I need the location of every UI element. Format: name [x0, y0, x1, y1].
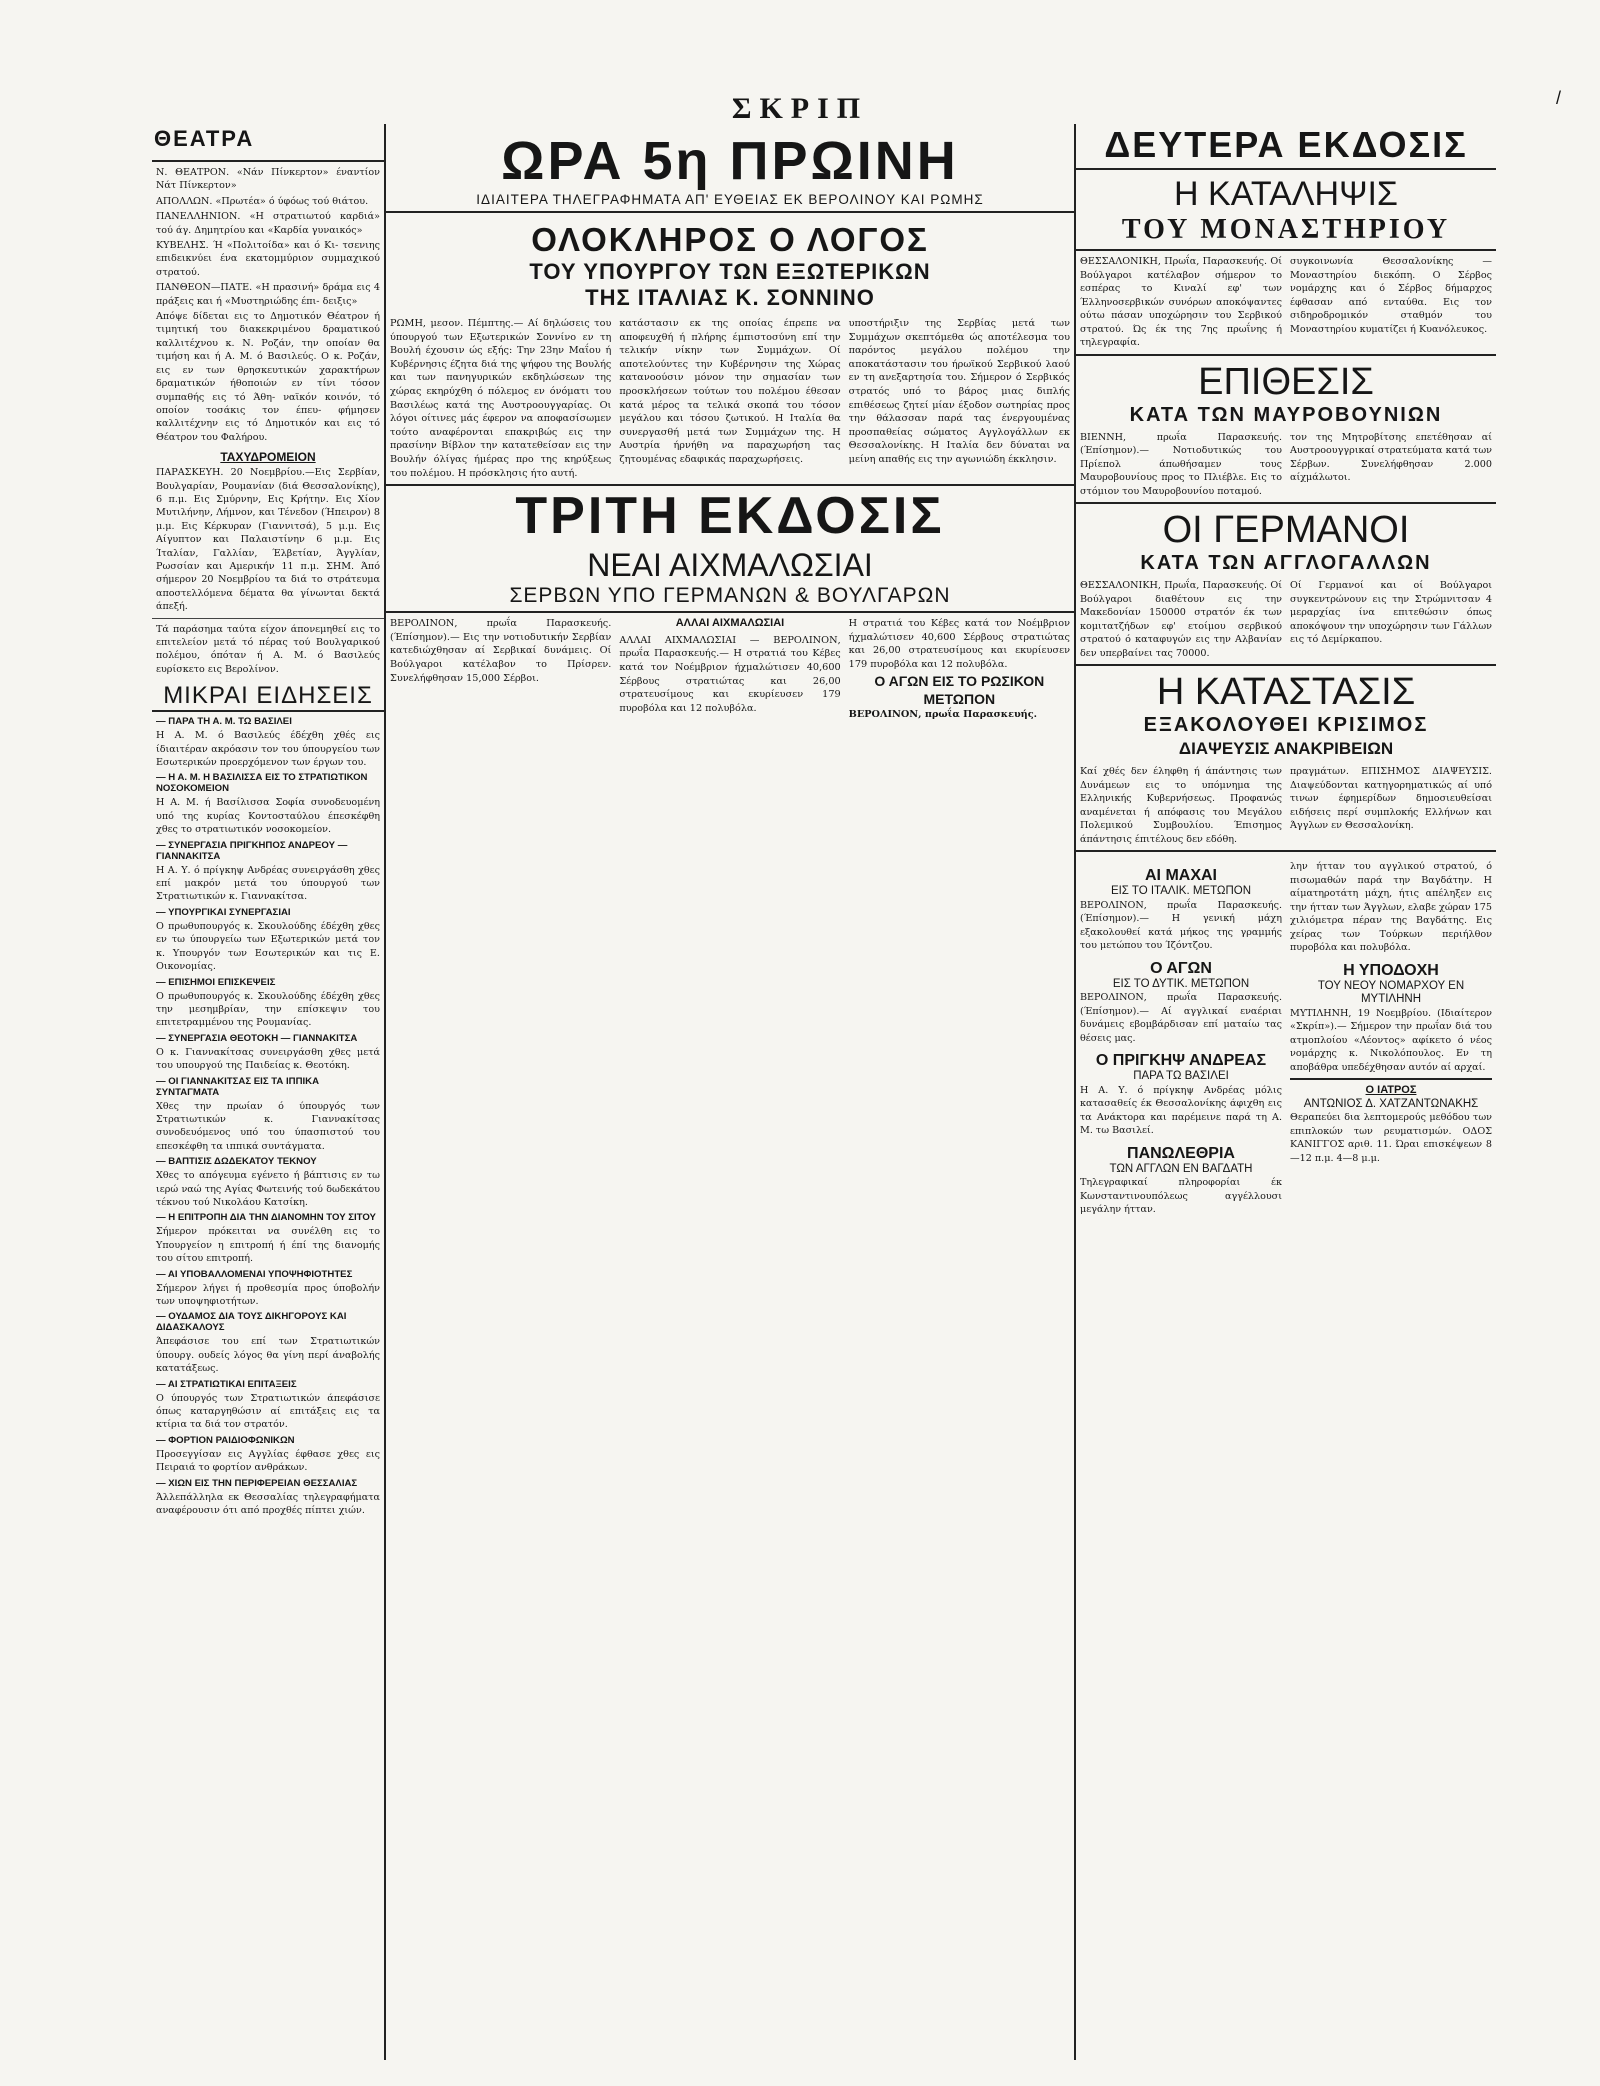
anglogallon-heading: ΚΑΤΑ ΤΩΝ ΑΓΓΛΟΓΑΛΛΩΝ: [1140, 552, 1432, 574]
article-column: ΒΕΡΟΛΙΝΟΝ, πρωΐα Παρασκευής. (Έπίσημον).— Εις την νοτιοδυτικήν Σερβίαν κατεδιώχθησαν αί Σερβικαί δυνάμεις. Οί Βούλγαροι κατέλαβον το Πρίσρεν. Συνελήφθησαν 15,000 Σέρβοι.: [390, 618, 612, 684]
katastasis-article: [1076, 761, 1496, 846]
news-item-text: Άλλεπάλληλα εκ Θεσσαλίας τηλεγραφήματα αναφέρουσιν ότι από προχθές πίπτει χιών.: [156, 1491, 380, 1517]
iatros-text: Θεραπεύει δια λεπτομερούς μεθόδου των επιπλοκών των ρευματισμών. ΟΔΟΣ ΚΑΝΙΓΓΟΣ αριθ. 11. Ώραι επισκέψεων 8—12 π.μ. 4—8 μ.μ.: [1290, 1112, 1492, 1164]
article-column: κατάστασιν εκ της οποίας έπρεπε να αποφευχθή ή πλήρης έμπιστοσύνη επί την τελικήν νίκην των Συμμάχων. Οί αποτελούντες την Κυβέρνησιν της Χώρας κατανοούσιν μόνον την σημασίαν των προσκλήσεων τούτων του πολέμου έθεσαν κατά μέρος τα τελικά σκοπά του τόσον μεγάλου και τόσου ζωτικού. Η Ιταλία θα συνεργασθή μετά των Συμμάχων της. Η Αυστρία ήρνήθη να παραχωρήση τας ζητουμένας εδαφικάς παραχωρήσεις.: [619, 318, 841, 465]
ypodoxi-subtitle: ΤΟΥ ΝΕΟΥ ΝΟΜΑΡΧΟΥ ΕΝ ΜΥΤΙΛΗΝΗ: [1317, 979, 1465, 1005]
article-column: ΘΕΣΣΑΛΟΝΙΚΗ, Πρωΐα, Παρασκευής. Οί Βούλγαροι κατέλαβον σήμερον το εσπέρας το Κιναλί εφ' των Έλληνοσερβικών συνόρων αποκόψαντες ούτω πάσαν υποχώρησιν του Σερβικού στρατού. Ώς έκ της 7ης πρωΐνης ή τηλεγραφία.: [1080, 256, 1282, 348]
news-item-text: Ο πρωθυπουργός κ. Σκουλούδης έδέχθη χθες την μεσημβρίαν, την επίσκεψιν του επιτετραμμένου της Ρουμανίας.: [156, 990, 380, 1029]
news-item-title: — ΣΥΝΕΡΓΑΣΙΑ ΘΕΟΤΟΚΗ — ΓΙΑΝΝΑΚΙΤΣΑ: [156, 1032, 358, 1044]
allai-text: ΑΛΛΑΙ ΑΙΧΜΑΛΩΣΙΑΙ — ΒΕΡΟΛΙΝΟΝ, πρωΐα Παρασκευής.— Η στρατιά του Κέβες κατά τον Νοέμβριον ήχμαλώτισεν 40,600 Σέρβους στρατιώτας και 26,00 στρατευσίμους και εκυρίευσεν 179 πυροβόλα και 12 πολυβόλα.: [619, 634, 841, 714]
agon-rosikon-heading: Ο ΑΓΩΝ ΕΙΣ ΤΟ ΡΩΣΙΚΟΝ ΜΕΤΩΠΟΝ: [874, 672, 1045, 707]
iatros-heading: Ο ΙΑΤΡΟΣ: [1365, 1084, 1417, 1096]
article-column: τον της Μητροβίτσης επετέθησαν αί Αυστροουγγρικαί στρατεύματα κατά των Σέρβων. Συνελήφθησαν 2.000 αίχμάλωτοι.: [1290, 431, 1492, 483]
news-item-title: — ΕΠΙΣΗΜΟΙ ΕΠΙΣΚΕΨΕΙΣ: [156, 976, 276, 988]
news-item-title: — ΠΑΡΑ ΤΗ Α. Μ. ΤΩ ΒΑΣΙΛΕΙ: [156, 716, 292, 728]
news-item-title: — Η ΕΠΙΤΡΟΠΗ ΔΙΑ ΤΗΝ ΔΙΑΝΟΜΗΝ ΤΟΥ ΣΙΤΟΥ: [156, 1212, 376, 1224]
theatre-listing: Απόψε δίδεται εις το Δημοτικόν Θέατρον ή τιμητική του διακεκριμένου δραματικού καλλιτέχνου κ. Ν. Ροζάν, την οποίαν θα τιμήση και ή Α. Μ. ό Βασιλεύς. Ο κ. Ροζάν, εις εν των θρησκευτικών χαρακτήρων δραματικών ήθοποιών εν τίνι τόσον συμπαθής εις τό Άθη- ναϊκόν κοινόν, τό οποίον τοσάκις τον έπευ- φήμησεν καλλιτέχνην εις τό Δημοτικόν και εις τό Θέατρον του Φαλήρου.: [156, 311, 380, 443]
ypodoxi-heading: Η ΥΠΟΔΟΧΗ: [1343, 961, 1439, 979]
edition-banner: ΩΡΑ 5η ΠΡΩΙΝΗ: [501, 131, 959, 191]
germanoi-article: [1076, 575, 1496, 660]
panolethria-heading: ΠΑΝΩΛΕΘΡΙΑ: [1127, 1144, 1235, 1162]
headline-main: ΟΛΟΚΛΗΡΟΣ Ο ΛΟΓΟΣ: [531, 221, 929, 258]
panolethria-subtitle: ΤΩΝ ΑΓΓΛΩΝ ΕΝ ΒΑΓΔΑΤΗ: [1109, 1162, 1253, 1175]
kevess-text: Η στρατιά του Κέβες κατά τον Νοέμβριον ήχμαλώτισεν 40,600 Σέρβους στρατιώτας και 26,00 στρατευσίμους και εκυρίευσεν 179 πυροβόλα και 12 πολυβόλα.: [848, 618, 1070, 670]
theatra-heading: ΘΕΑΤΡΑ: [154, 126, 255, 151]
lower-right-right: [1290, 860, 1492, 1217]
news-item-title: — ΒΑΠΤΙΣΙΣ ΔΩΔΕΚΑΤΟΥ ΤΕΚΝΟΥ: [156, 1156, 317, 1168]
triti-ekdosis-banner: ΤΡΙΤΗ ΕΚΔΟΣΙΣ: [386, 484, 1074, 546]
news-item-title: — ΑΙ ΥΠΟΒΑΛΛΟΜΕΝΑΙ ΥΠΟΨΗΦΙΟΤΗΤΕΣ: [156, 1268, 353, 1280]
news-item-title: — ΟΙ ΓΙΑΝΝΑΚΙΤΣΑΣ ΕΙΣ ΤΑ ΙΠΠΙΚΑ ΣΥΝΤΑΓΜΑΤΑ: [156, 1075, 320, 1098]
article-column: ΡΩΜΗ, μεσον. Πέμπτης.— Αί δηλώσεις του ύπουργού των Εξωτερικών Σοννίνο εν τη Βουλή έχουσιν ώς εξής: Την 23ην Μαΐου ή Κυβέρνησις έζητα διά της ψήφου της Βουλής και των πανηγυρικών εκδηλώσεων της χώρας εκηρύχθη ό πόλεμος εν όνόματι του Βασιλέως κατά της Αυστροουγγαρίας. Οι λόγοι οίτινες μάς έφερον να αποφασίσωμεν τούτο αναφέρονται επακριβώς εις την πρασίνην Βίβλον την κατατεθείσαν εις την Βουλήν όλίγας ήμέρας προ της κηρύξεως του πολέμου. Η πρόσκλησις ήτο αυτή.: [390, 318, 612, 479]
sonnino-article: [386, 311, 1074, 480]
news-item-text: Χθες το απόγευμα εγένετο ή βάπτισις εν τω ιερώ ναώ της Αγίας Φωτεινής τού δωδεκάτου τέκνου τού Νικολάου Κατσίκη.: [156, 1170, 380, 1208]
article-column: συγκοινωνία Θεσσαλονίκης — Μοναστηρίου διεκόπη. Ο Σέρβος νομάρχης και ό Σέρβος δήμαρχος έφθασαν από ενταύθα. Εις τον σιδηροδρομικόν σταθμόν του Μοναστηρίου κυματίζει ή Κυανόλευκος.: [1290, 256, 1492, 335]
theatre-listing: ΑΠΟΛΛΩΝ. «Πρωτέα» ό ύφόως τού θιάτου.: [156, 195, 369, 207]
triti-articles: [386, 613, 1074, 725]
center-column: [386, 124, 1076, 2060]
news-item-text: Η Α. Υ. ό πρίγκηψ Ανδρέας συνειργάσθη χθες επί μακρόν μετά του ύπουργού των Στρατιωτικών κ. Γιαννακίτσα.: [156, 864, 380, 903]
theatre-listing: Ν. ΘΕΑΤΡΟΝ. «Νάν Πίνκερτον» έναντίον Νάτ Πίνκερτον»: [156, 167, 380, 192]
monastiriou-heading: ΤΟΥ ΜΟΝΑΣΤΗΡΙΟΥ: [1076, 214, 1496, 251]
news-item-title: — ΣΥΝΕΡΓΑΣΙΑ ΠΡΙΓΚΗΠΟΣ ΑΝΔΡΕΟΥ — ΓΙΑΝΝΑΚΙΤΣΑ: [156, 839, 348, 862]
news-item-title: — ΦΟΡΤΙΟΝ ΡΑΙΔΙΟΦΩΝΙΚΩΝ: [156, 1434, 295, 1446]
headline-minister: ΤΟΥ ΥΠΟΥΡΓΟΥ ΤΩΝ ΕΞΩΤΕΡΙΚΩΝ: [529, 259, 931, 284]
taxydromeion-text: ΠΑΡΑΣΚΕΥΗ. 20 Νοεμβρίου.—Εις Σερβίαν, Βουλγαρίαν, Ρουμανίαν (διά Θεσσαλονίκης), 6 π.μ. Εις Σμύρνην, Εις Κρήτην. Εις Χίον Μυτιλήνην, Λήμνον, και Τένεδον (Ήπειρον) 8 μ.μ. Εις Κέρκυραν (Γιαννιτσά), 5 μ.μ. Εις Αίγυπτον και Παλαιστίνην 6 μ.μ. Εις Ίταλίαν, Γαλλίαν, Έλβετίαν, Άγγλίαν, Ρωσσίαν και Αμερικήν 11 π.μ. ΣΗΜ. Άπό σήμερον 20 Νοεμβρίου τα διά το στράτευμα αποστελλόμενα δέματα θα γίνωνται δεκτά άπεξή.: [156, 467, 380, 613]
edition-banner-subtitle: ΙΔΙΑΙΤΕΡΑ ΤΗΛΕΓΡΑΦΗΜΑΤΑ ΑΠ' ΕΥΘΕΙΑΣ ΕΚ ΒΕΡΟΛΙΝΟΥ ΚΑΙ ΡΩΜΗΣ: [386, 192, 1074, 213]
deutera-ekdosis-banner: ΔΕΥΤΕΡΑ ΕΚΔΟΣΙΣ: [1076, 124, 1496, 170]
article-column: πραγμάτων. ΕΠΙΣΗΜΟΣ ΔΙΑΨΕΥΣΙΣ. Διαψεύδονται κατηγορηματικώς αί υπό τινων έφημερίδων δημοσιευθείσαι ειδήσεις περί συμπλοκής Ελλήνων και Άγγλων εν Θεσσαλονίκη.: [1290, 766, 1492, 831]
right-column: [1076, 124, 1496, 2060]
news-item-text: Ο ύπουργός των Στρατιωτικών άπεφάσισε όπως καταργηθώσιν αί επιτάξεις εις τα κτίρια τα διά τον στρατόν.: [156, 1392, 380, 1431]
news-item-text: Ο κ. Γιαννακίτσας συνειργάσθη χθες μετά του υπουργού της Παιδείας κ. Θεοτόκη.: [156, 1046, 380, 1072]
agon-heading: Ο ΑΓΩΝ: [1150, 959, 1212, 977]
left-column: [152, 124, 386, 2060]
vagdati-text: λην ήτταν του αγγλικού στρατού, ό πισωμαθών παρά την Βαγδάτην. Η αίματηροτάτη μάχη, ήτις απέληξεν εις την ήτταν των Άγγλων, ελαβε χώραν 175 χιλιόμετρα πέραν της Βαγδάτης. Εις χείρας των Τούρκων περιήλθον πυροβόλα και πολυβόλα.: [1290, 861, 1492, 953]
corner-mark: /: [1556, 88, 1562, 108]
article-column: ΘΕΣΣΑΛΟΝΙΚΗ, Πρωΐα, Παρασκευής. Οί Βούλγαροι διαθέτουν εις την Μακεδονίαν 150000 στρατόν έκ των κομιτατζήδων εφ' ετοίμου σερβικού στρατού ό καταφυγών εις την Αλβανίαν δεν υπερβαίνει τας 70000.: [1080, 580, 1282, 659]
agon-subtitle: ΕΙΣ ΤΟ ΔΥΤΙΚ. ΜΕΤΩΠΟΝ: [1112, 977, 1250, 990]
mavrovounion-heading: ΚΑΤΑ ΤΩΝ ΜΑΥΡΟΒΟΥΝΙΩΝ: [1129, 403, 1443, 426]
prigkips-subtitle: ΠΑΡΑ ΤΩ ΒΑΣΙΛΕΙ: [1133, 1070, 1229, 1082]
mavrovounion-article: [1076, 427, 1496, 499]
theatre-listing: ΚΥΒΕΛΗΣ. Ή «Πολιτοίδα» και ό Κι- τσενιης επιδεικνύει ένα εκατομμύριον συμμαχικού στρατού.: [156, 240, 380, 278]
agon-dateline: ΒΕΡΟΛΙΝΟΝ, πρωΐα Παρασκευής.: [848, 708, 1037, 720]
nea-aichmalosiai-heading: ΝΕΑΙ ΑΙΧΜΑΛΩΣΙΑΙ: [587, 547, 873, 584]
agon-text: ΒΕΡΟΛΙΝΟΝ, πρωΐα Παρασκευής. (Έπίσημον).— Αί αγγλικαί εναέριαι δυνάμεις εβομβάρδισαν επί ματαίω τας θέσεις μας.: [1080, 992, 1282, 1044]
news-item-title: — ΟΥΔΑΜΟΣ ΔΙΑ ΤΟΥΣ ΔΙΚΗΓΟΡΟΥΣ ΚΑΙ ΔΙΔΑΣΚΑΛΟΥΣ: [156, 1311, 347, 1334]
prigkips-text: Η Α. Υ. ό πρίγκηψ Ανδρέας μόλις κατασαθείς έκ Θεσσαλονίκης άφιχθη εις τα Ανάκτορα και παρέμεινε παρά τη Α. Μ. τω Βασιλεί.: [1080, 1084, 1282, 1136]
decorations-note: Τά παράσημα ταύτα είχον άπονεμηθεί εις το επιτελείον μετά τό πέρας τού Βουλγαρικού πολέμου, όπόταν ή Α. Μ. ό Βασιλεύς ευρίσκετο εις Βερολίνον.: [156, 623, 380, 675]
news-item-title: — Η Α. Μ. Η ΒΑΣΙΛΙΣΣΑ ΕΙΣ ΤΟ ΣΤΡΑΤΙΩΤΙΚΟΝ ΝΟΣΟΚΟΜΕΙΟΝ: [156, 772, 368, 795]
lower-right-left: [1080, 860, 1282, 1217]
katastasis-heading: Η ΚΑΤΑΣΤΑΣΙΣ: [1156, 671, 1416, 713]
news-item-title: — ΥΠΟΥΡΓΙΚΑΙ ΣΥΝΕΡΓΑΣΙΑΙ: [156, 906, 291, 918]
germanoi-heading: ΟΙ ΓΕΡΜΑΝΟΙ: [1162, 509, 1410, 551]
theatre-listing: ΠΑΝΕΛΛΗΝΙΟΝ. «Η στρατιωτού καρδιά» τού άγ. Δημητρίου και «Καρδία γυναικός»: [156, 211, 380, 236]
news-item-text: Η Α. Μ. ή Βασίλισσα Σοφία συνοδευομένη υπό της κυρίας Κοντοσταύλου έπεσκέφθη χθες το στρατιωτικόν νοσοκομείον.: [156, 797, 380, 836]
news-item-text: Ο πρωθυπουργός κ. Σκουλούδης έδέχθη χθες εν τω ύπουργείω των Εξωτερικών μετά τον κ. Υπουργόν των Εσωτερικών και τις Ε. Οικονομίας.: [156, 920, 380, 973]
katalipsis-heading: Η ΚΑΤΑΛΗΨΙΣ: [1174, 175, 1398, 213]
machai-subtitle: ΕΙΣ ΤΟ ΙΤΑΛΙΚ. ΜΕΤΩΠΟΝ: [1110, 885, 1252, 897]
news-item-text: Σήμερον πρόκειται να συνέλθη εις το Υπουργείον η επιτροπή ή έπί της διανομής του σίτου επιτροπή.: [156, 1226, 380, 1265]
allai-column: [619, 617, 840, 721]
news-item-text: Άπεφάσισε του επί των Στρατιωτικών ύπουργ. ουδείς λόγος θα γίνη περί άναβολής κατατάξεως.: [156, 1336, 380, 1375]
article-column: Καί χθές δεν έληφθη ή άπάντησις των Δυνάμεων εις το υπόμνημα της Ελληνικής Κυβερνήσεως. Προφανώς αναμένεται ή απόφασις του Μεγάλου Πολεμικού Συμβουλίου. Έπισημος άπάντησις έπιτέλους δεν εδόθη.: [1080, 766, 1282, 845]
theatre-listing: ΠΑΝΘΕΟΝ—ΠΑΤΕ. «Η πρασινή» δράμα εις 4 πράξεις και ή «Μυστηριώδης έπι- δειξις»: [156, 282, 380, 307]
iatros-name: ΑΝΤΩΝΙΟΣ Δ. ΧΑΤΖΑΝΤΩΝΑΚΗΣ: [1303, 1097, 1479, 1110]
ypodoxi-text: ΜΥΤΙΛΗΝΗ, 19 Νοεμβρίου. (Ιδιαίτερον «Σκρίπ»).— Σήμερον την πρωΐαν διά του ατμοπλοίου «Λέοντος» αφίκετο ό νέος νομάρχης κ. Νικολόπουλος. Εν τη αποβάθρα υπεδέχθησαν αυτόν αί αρχαί.: [1290, 1007, 1492, 1073]
agon-column: [849, 617, 1070, 721]
prigkips-heading: Ο ΠΡΙΓΚΗΨ ΑΝΔΡΕΑΣ: [1095, 1052, 1267, 1069]
news-item-text: Σήμερον λήγει ή προθεσμία προς ύποβολήν των υποψηφιοτήτων.: [156, 1282, 380, 1307]
diapseysis-heading: ΔΙΑΨΕΥΣΙΣ ΑΝΑΚΡΙΒΕΙΩΝ: [1178, 739, 1394, 758]
panolethria-text: Τηλεγραφικαί πληροφορίαι έκ Κωνσταντινουπόλεως αγγέλλουσι μεγάλην ήτταν.: [1080, 1177, 1282, 1215]
news-item-text: Προσεγγίσαν εις Αγγλίας έφθασε χθες εις Πειραιά το φορτίον ανθράκων.: [156, 1448, 380, 1474]
lower-right-area: [1076, 856, 1496, 1217]
mikrai-eidiseis-heading: ΜΙΚΡΑΙ ΕΙΔΗΣΕΙΣ: [152, 682, 384, 712]
news-items: [152, 716, 384, 1517]
theatra-listings: [152, 166, 384, 444]
news-item-text: Χθες την πρωίαν ό ύπουργός των Στρατιωτικών κ. Γιαννακίτσας συνοδευόμενος υπό του ύπασπιστού του επεσκέφθη τα ιππικά συντάγματα.: [156, 1100, 380, 1152]
masthead-title: ΣΚΡΙΠ: [731, 92, 869, 125]
monastiri-article: [1076, 251, 1496, 350]
epitheseis-heading: ΕΠΙΘΕΣΙΣ: [1198, 360, 1374, 403]
krisimos-heading: ΕΞΑΚΟΛΟΥΘΕΙ ΚΡΙΣΙΜΟΣ: [1143, 714, 1429, 736]
headline-sonnino: ΤΗΣ ΙΤΑΛΙΑΣ Κ. ΣΟΝΝΙΝΟ: [585, 285, 875, 310]
machai-heading: ΑΙ ΜΑΧΑΙ: [1145, 867, 1217, 884]
allai-heading: ΑΛΛΑΙ ΑΙΧΜΑΛΩΣΙΑΙ: [675, 617, 785, 630]
aichmalosiai-subtitle: ΣΕΡΒΩΝ ΥΠΟ ΓΕΡΜΑΝΩΝ & ΒΟΥΛΓΑΡΩΝ: [386, 584, 1074, 613]
news-item-text: Η Α. Μ. ό Βασιλεύς έδέχθη χθές εις ίδιαιτέραν ακρόασιν τον του ύπουργείου των Εσωτερικών προερχόμενον των έργων του.: [156, 730, 380, 769]
taxydromeion-heading: ΤΑΧΥΔΡΟΜΕΙΟΝ: [220, 450, 316, 465]
machai-text: ΒΕΡΟΛΙΝΟΝ, πρωΐα Παρασκευής. (Έπίσημον).— Η γενική μάχη εξακολουθεί κατά μήκος της γραμμής του μετώπου του Ίζόντζου.: [1080, 899, 1282, 951]
news-item-title: — ΧΙΩΝ ΕΙΣ ΤΗΝ ΠΕΡΙΦΕΡΕΙΑΝ ΘΕΣΣΑΛΙΑΣ: [156, 1477, 358, 1489]
article-column: ΒΙΕΝΝΗ, πρωΐα Παρασκευής. (Έπίσημον).— Νοτιοδυτικώς του Πρίεπολ άπωθήσαμεν τους Μαυροβουνίους προς το Πλιέβλε. Εις το στόμιον του Μαυροβουνίου ποταμού.: [1080, 431, 1282, 497]
article-column: υποστήριξιν της Σερβίας μετά των Συμμάχων σκεπτόμεθα ώς αποτέλεσμα του παρόντος μεγάλου πολέμου την αποκατάστασιν του ήρωϊκού Σερβικού λαού εν τη ανεξαρτησία του. Σήμερον ό Σερβικός στρατός υπό το βάρος μιας διπλής επιθέσεως ζητεί μίαν έξοδον σωτηρίας προς την θάλασσαν παρά τας ένεργουμένας προσπαθείας σώματος Αγγλογάλλων εκ Θεσσαλονίκης. Η Ιταλία δεν δύναται να μείνη απαθής εις την αγωνιώδη έκκλησιν.: [848, 318, 1070, 465]
article-column: Οί Γερμανοί και οί Βούλγαροι συγκεντρώνουν εις την Στρώμνιτσαν 4 μεραρχίας ίνα επιτεθώσιν όπως αποκόψουν την υποχώρησιν των Γάλλων εις τό Δεμίρκαπου.: [1290, 580, 1492, 645]
news-item-title: — ΑΙ ΣΤΡΑΤΙΩΤΙΚΑΙ ΕΠΙΤΑΞΕΙΣ: [156, 1378, 297, 1390]
